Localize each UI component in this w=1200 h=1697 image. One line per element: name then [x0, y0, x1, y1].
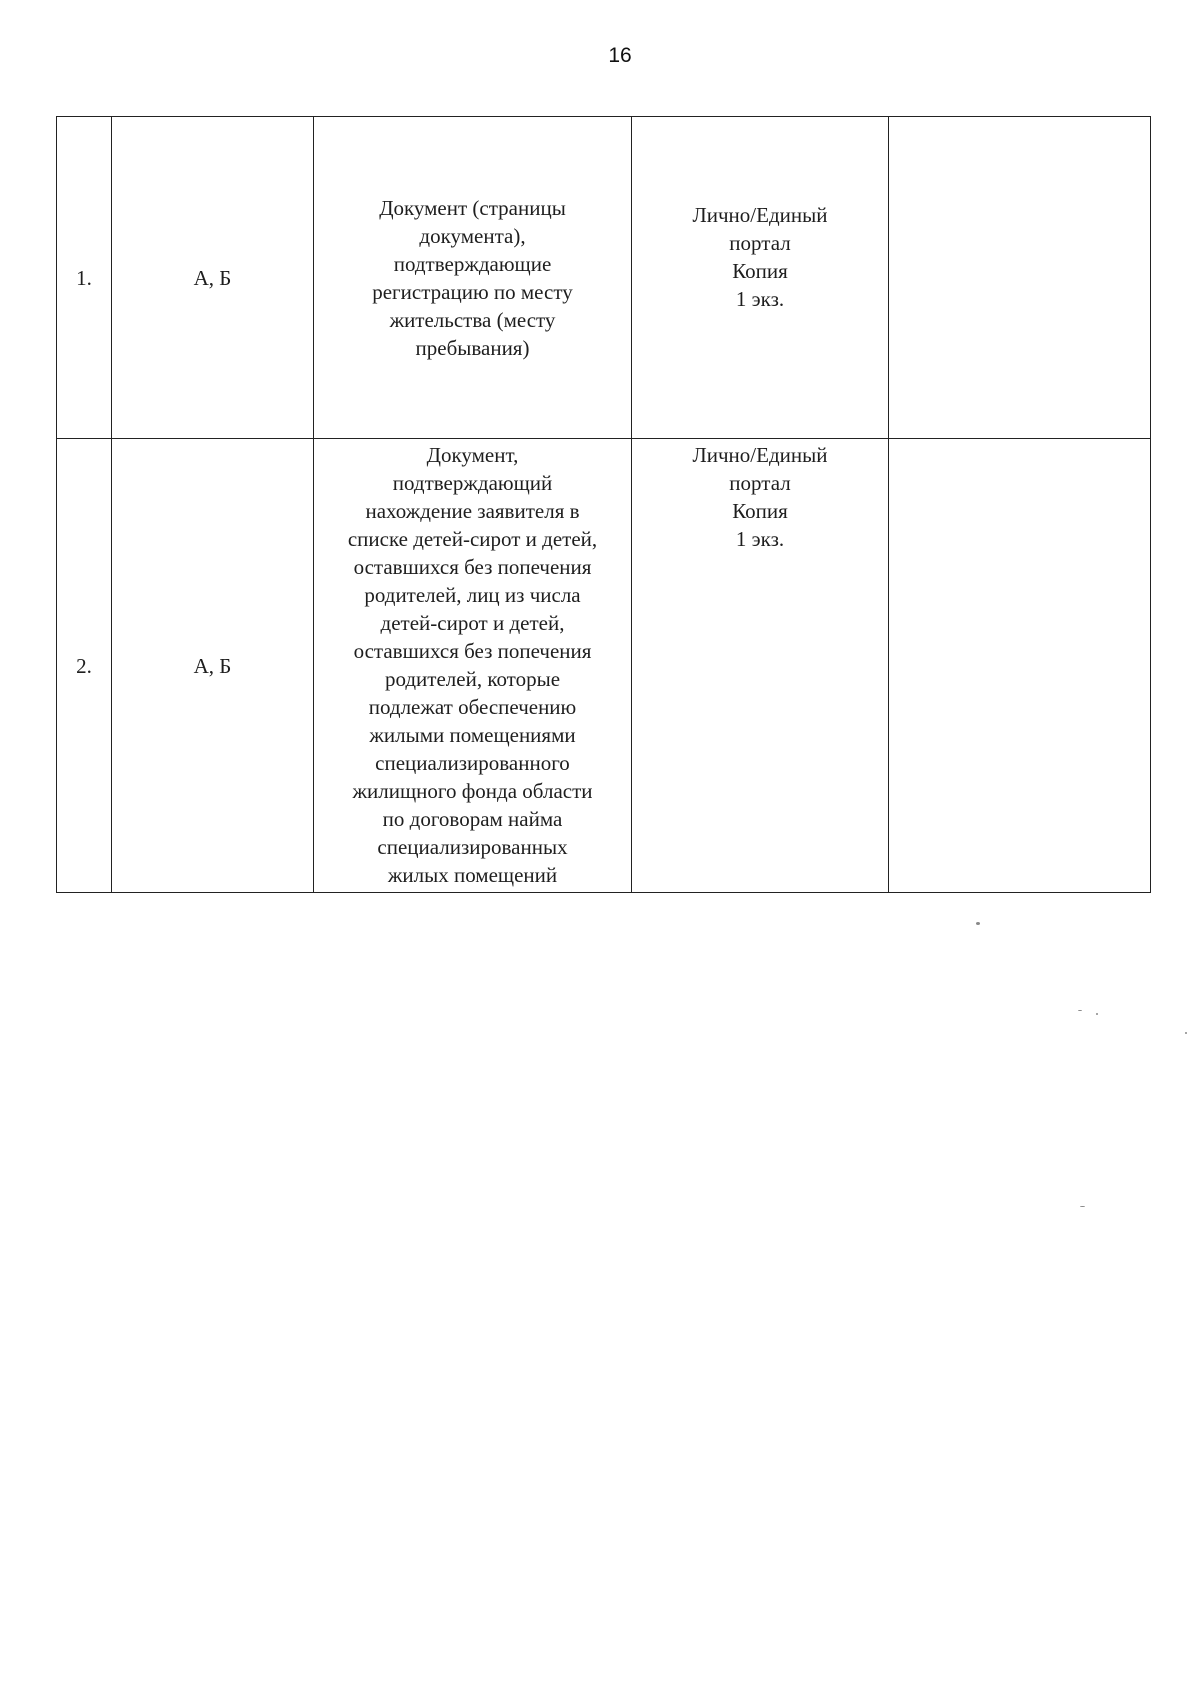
- submission-cell: [632, 117, 889, 439]
- submission-text: Лично/Единый портал Копия 1 экз.: [692, 203, 828, 311]
- table-row: [57, 117, 1151, 439]
- row-number: 1.: [76, 265, 92, 290]
- table-row: [57, 439, 1151, 893]
- row-number-cell: [57, 117, 112, 439]
- row-number-cell: [57, 439, 112, 893]
- document-text: Документ, подтверждающий нахождение заявителя в списке детей-сирот и детей, оставшихся без попечения родителей, лиц из числа детей-сирот и детей, оставшихся без попечения родителей, которые подлежат обеспечению жилыми помещениями специализированного жилищного фонда области по договорам найма специализированных жилых помещений: [347, 443, 598, 887]
- category-cell: [112, 439, 314, 893]
- note-cell: [889, 439, 1151, 893]
- scan-speck: [976, 922, 980, 925]
- submission-text: Лично/Единый портал Копия 1 экз.: [692, 443, 828, 551]
- scan-speck: [1096, 1013, 1098, 1015]
- row-number: 2.: [76, 653, 92, 678]
- submission-cell: [632, 439, 889, 893]
- category-text: А, Б: [193, 265, 232, 290]
- scan-speck: [1185, 1032, 1187, 1034]
- document-cell: [314, 439, 632, 893]
- category-text: А, Б: [193, 653, 232, 678]
- document-cell: [314, 117, 632, 439]
- scan-speck: [1080, 1206, 1085, 1207]
- page-number: 16: [608, 44, 632, 67]
- documents-table: [56, 116, 1151, 893]
- category-cell: [112, 117, 314, 439]
- note-cell: [889, 117, 1151, 439]
- document-text: Документ (страницы документа), подтверждающие регистрацию по месту жительства (месту пребывания): [372, 195, 573, 360]
- scan-speck: [1078, 1010, 1082, 1011]
